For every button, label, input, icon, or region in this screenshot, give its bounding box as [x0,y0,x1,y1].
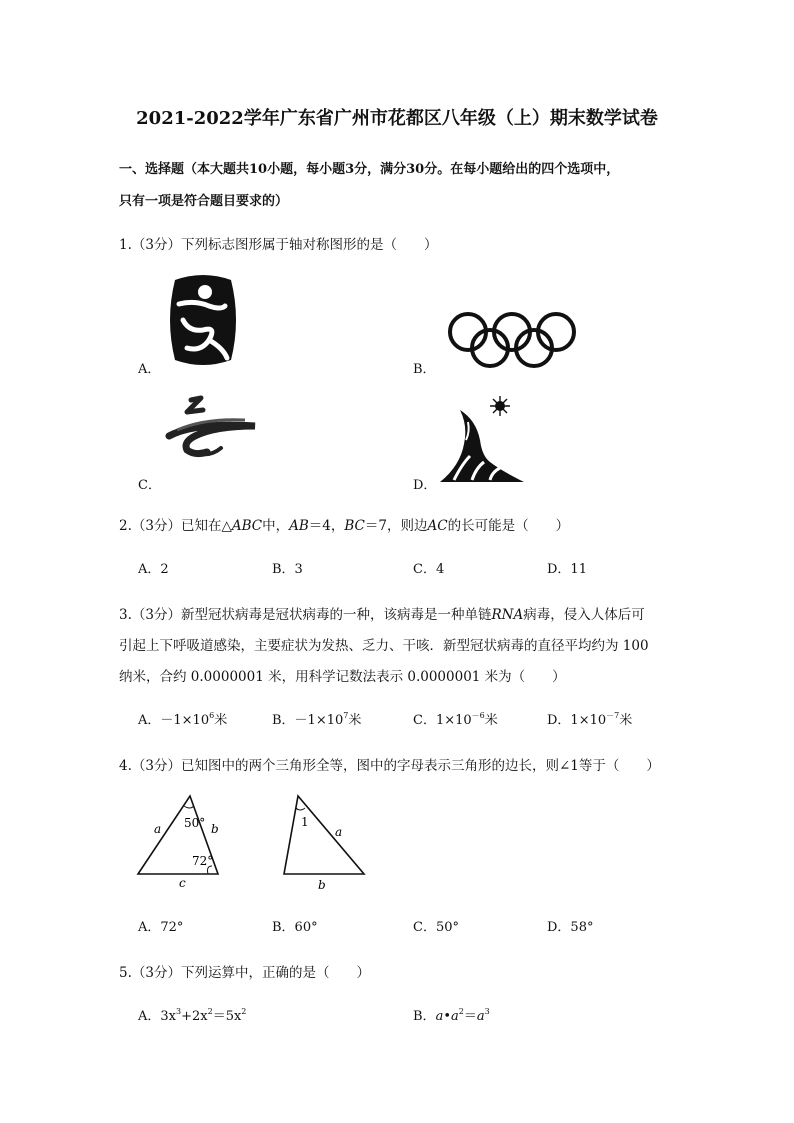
q1-option-a: A． [138,362,161,377]
q2-option-d: D．11 [547,562,587,577]
tri2-side-a: a [335,825,343,839]
q3-option-a: A．$-1\times 10^6$米 [138,711,228,728]
q2-option-a: A．2 [138,562,169,577]
tri2-angle-1: 1 [301,815,309,829]
section-heading-line1: 一、选择题（本大题共10小题，每小题3分，满分30分。在每小题给出的四个选项中， [119,162,620,177]
q3-option-d: D．$1\times 10^{-7}$米 [547,711,633,728]
q3-option-c: C．$1\times 10^{-6}$米 [413,711,498,728]
q2-option-c: C．4 [413,562,445,577]
q5-option-b: B．$a•a^2=a^3$ [413,1007,490,1024]
q1-option-c: C． [138,478,161,493]
q4-option-d: D．58° [547,920,594,935]
q4-option-a: A．72° [138,920,184,935]
question-2-stem: 2.（3分）已知在△ABC中，AB＝4，BC＝7，则边AC的长可能是（ ） [119,518,570,534]
q5-option-a: A．$3x^3+2x^2=5x^2$ [138,1007,247,1024]
triangle-diagram-1 [132,792,232,892]
tri1-side-b: b [211,822,219,836]
section-heading-line2: 只有一项是符合题目要求的） [119,194,289,209]
page-title: 2021-2022学年广东省广州市花都区八年级（上）期末数学试卷 [136,108,658,129]
winter-olympic-emblem-icon [165,396,257,460]
torch-flame-emblem-icon [440,396,524,484]
q4-option-c: C．50° [413,920,459,935]
question-3-line3: 纳米，合约 0.0000001 米，用科学记数法表示 0.0000001 米为（ ） [119,669,566,685]
tri1-side-a: a [154,822,162,836]
triangle-diagram-2 [278,792,378,892]
question-3-line1: 3.（3分）新型冠状病毒是冠状病毒的一种，该病毒是一种单链RNA病毒，侵入人体后可 [119,607,645,623]
question-4-stem: 4.（3分）已知图中的两个三角形全等，图中的字母表示三角形的边长，则∠1等于（ ） [119,758,660,774]
q2-option-b: B．3 [272,562,303,577]
tri1-side-c: c [179,876,186,890]
question-3-line2: 引起上下呼吸道感染，主要症状为发热、乏力、干咳．新型冠状病毒的直径平均约为 100 [119,638,649,654]
olympic-rings-icon [444,312,580,368]
tri1-angle-right: 72° [192,854,214,868]
tri1-angle-top: 50° [184,816,206,830]
q1-option-b: B． [413,362,436,377]
q3-option-b: B．$-1\times 10^7$米 [272,711,362,728]
tri2-side-b: b [318,878,326,892]
beijing-olympic-emblem-icon [165,272,241,368]
question-1-stem: 1.（3分）下列标志图形属于轴对称图形的是（ ） [119,237,438,253]
question-5-stem: 5.（3分）下列运算中，正确的是（ ） [119,965,370,981]
q1-option-d: D． [413,478,437,493]
q4-option-b: B．60° [272,920,318,935]
